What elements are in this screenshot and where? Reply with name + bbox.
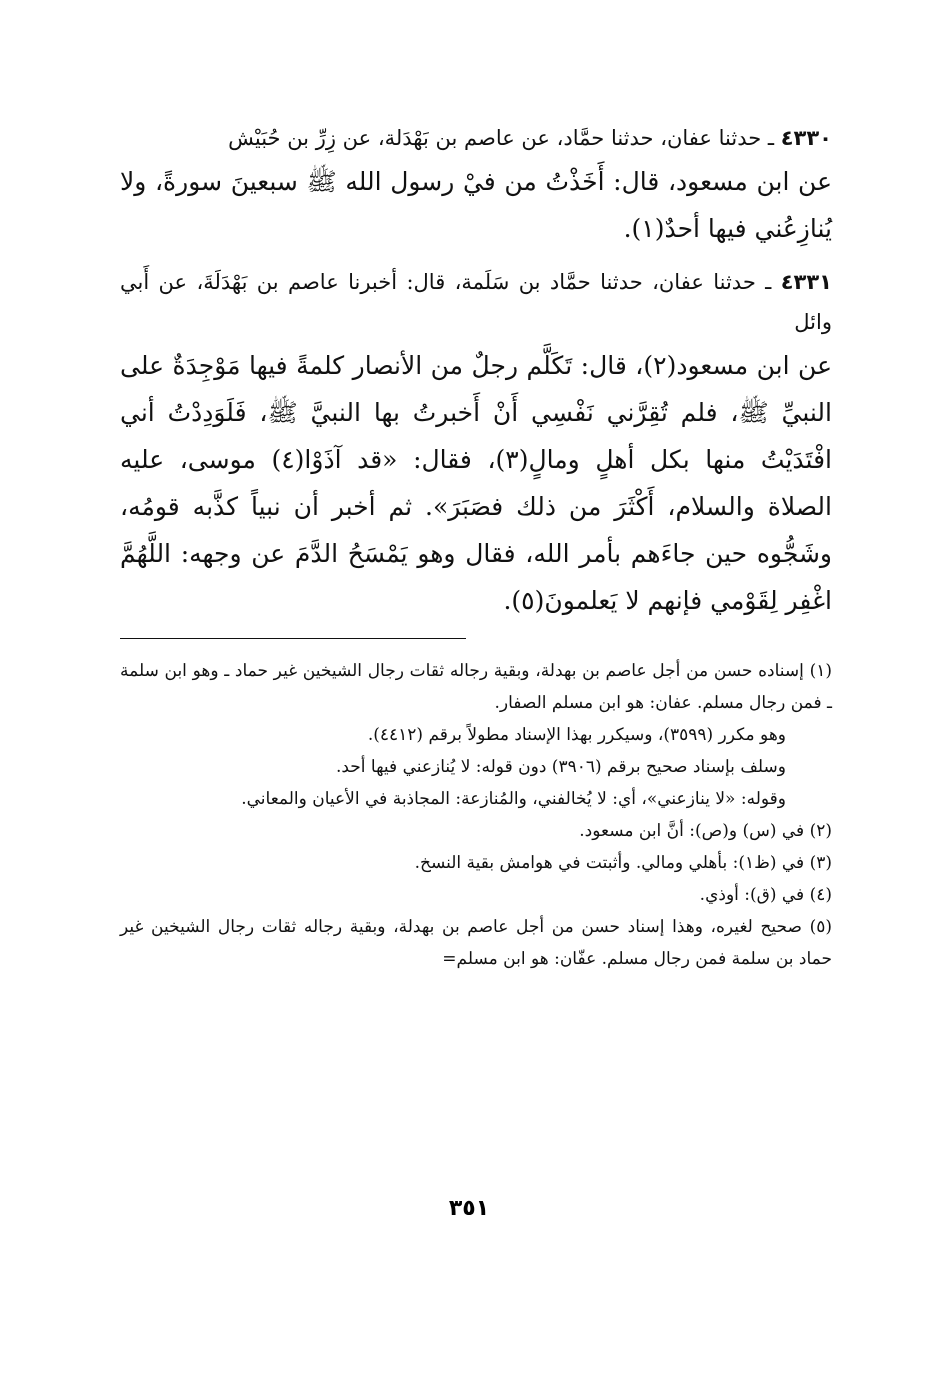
hadith-4330 [120,118,832,252]
hadith-chain: ـ حدثنا عفان، حدثنا حمَّاد بن سَلَمة، قال: أخبرنا عاصم بن بَهْدَلَةَ، عن أَبي وائل [120,270,832,334]
hadith-isnad [120,262,832,342]
footnote-separator [120,638,466,639]
footnote-4: (٤) في (ق): أوذي. [699,885,832,905]
footnote-3: (٣) في (ظ١): بأهلي ومالي. وأثبتت في هوامش بقية النسخ. [414,853,832,873]
hadith-chain: ـ حدثنا عفان، حدثنا حمَّاد، عن عاصم بن بَهْدَلة، عن زِرِّ بن حُبَيْش [228,126,781,150]
hadith-text: عن ابن مسعود، قال: أَخَذْتُ من فيْ رسول الله ﷺ سبعينَ سورةً، ولا يُنازِعُني فيها أحدٌ(١). [120,167,832,243]
footnote-5: (٥) صحيح لغيره، وهذا إسناد حسن من أجل عاصم بن بهدلة، وبقية رجاله ثقات رجال الشيخين غير حماد بن سلمة فمن رجال مسلم. عفّان: هو ابن مسلم= [120,917,832,969]
footnote-1-continuation: وسلف بإسناد صحيح برقم (٣٩٠٦) دون قوله: لا يُنازعني فيها أحد. [335,757,786,777]
hadith-4331 [120,262,832,624]
page-body [120,118,832,975]
footnote-1-continuation: وقوله: «لا ينازعني»، أي: لا يُخالفني، والمُنازعة: المجاذبة في الأعيان والمعاني. [241,789,786,809]
hadith-isnad [120,118,832,158]
hadith-text: عن ابن مسعود(٢)، قال: تَكَلَّم رجلٌ من الأنصار كلمةً فيها مَوْجِدَةٌ على النبيِّ ﷺ، فلم تُقِرَّني نَفْسِي أَنْ أَخبرتُ بها النبيَّ ﷺ، فَلَوَدِدْتُ أني افْتَدَيْتُ منها بكل أهلٍ ومالٍ(٣)، فقال: «قد آذَوْا(٤) موسى، عليه الصلاة والسلام، أَكْثَرَ من ذلك فصَبَرَ». ثم أخبر أن نبياً كذَّبه قومُه، وشَجُّوه حين جاءَهم بأمر الله، فقال وهو يَمْسَحُ الدَّمَ عن وجهه: اللَّهُمَّ اغْفِر لِقَوْمي فإنهم لا يَعلمونَ(٥). [120,351,832,615]
footnote-2: (٢) في (س) و(ص): أنَّ ابن مسعود. [579,821,832,841]
footnote-1: (١) إسناده حسن من أجل عاصم بن بهدلة، وبقية رجاله ثقات رجال الشيخين غير حماد ـ وهو ابن سلمة ـ فمن رجال مسلم. عفان: هو ابن مسلم الصفار. [120,661,832,713]
footnotes [120,655,832,975]
hadith-number: ٤٣٣٠ [780,126,832,150]
page-number: ٣٥١ [448,1196,490,1221]
hadith-number: ٤٣٣١ [780,270,832,294]
footnote-1-continuation: وهو مكرر (٣٥٩٩)، وسيكرر بهذا الإسناد مطولاً برقم (٤٤١٢). [367,725,786,745]
